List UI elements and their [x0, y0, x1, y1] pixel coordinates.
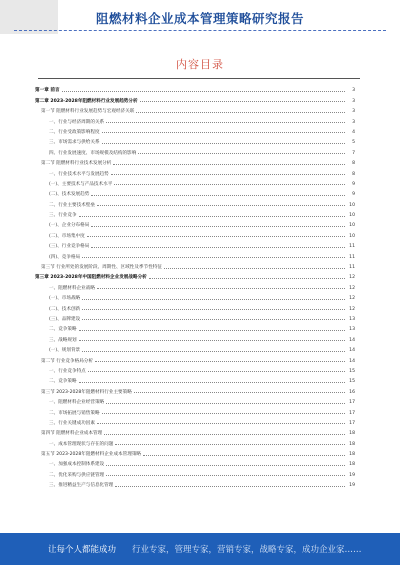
toc-entry-page: 9 [346, 182, 355, 187]
toc-entry-page: 11 [346, 265, 355, 270]
toc-leader-dots [91, 247, 345, 248]
toc-leader-dots [82, 319, 345, 320]
toc-leader-dots [113, 164, 345, 165]
toc-entry-page: 15 [346, 379, 355, 384]
toc-entry-label: 二、行业主要技术壁垒 [35, 202, 96, 208]
toc-entry-label: (一)、市场战略 [35, 295, 81, 301]
toc-entry-page: 11 [346, 255, 355, 260]
toc-entry-label: (四)、竞争格局 [35, 254, 81, 260]
toc-entry-label: 第四节 阻燃材料企业成本管理 [35, 430, 103, 436]
table-of-contents [35, 83, 355, 488]
toc-entry-page: 18 [346, 462, 355, 467]
toc-entry[interactable] [35, 467, 355, 477]
toc-entry-label: 二、行业受政策影响程度 [35, 129, 101, 135]
toc-entry[interactable] [35, 104, 355, 114]
toc-entry[interactable] [35, 114, 355, 124]
toc-leader-dots [97, 288, 345, 289]
toc-entry[interactable] [35, 291, 355, 301]
toc-entry-page: 3 [346, 99, 355, 104]
toc-entry[interactable] [35, 197, 355, 207]
toc-entry[interactable] [35, 426, 355, 436]
toc-heading: 内容目录 [176, 58, 224, 71]
toc-entry[interactable] [35, 457, 355, 467]
toc-leader-dots [136, 112, 345, 113]
toc-entry-label: 三、战略规划 [35, 337, 78, 343]
toc-entry-label: 一、行业与经济周期的关系 [35, 119, 105, 125]
toc-entry[interactable] [35, 353, 355, 363]
toc-leader-dots [115, 486, 345, 487]
toc-entry[interactable] [35, 280, 355, 290]
toc-entry-page: 10 [346, 234, 355, 239]
toc-leader-dots [82, 351, 345, 352]
toc-leader-dots [82, 299, 345, 300]
footer-tagline: 行业专家，管理专家，营销专家，战略专家，成功企业家…… [132, 545, 362, 555]
toc-entry-label: 第一节 阻燃材料行业发展趋势与宏观经济关联 [35, 108, 135, 114]
toc-entry[interactable] [35, 270, 355, 280]
toc-entry[interactable] [35, 312, 355, 322]
toc-leader-dots [149, 278, 345, 279]
toc-leader-dots [91, 226, 345, 227]
toc-entry-label: 三、市场需求与供给关系 [35, 139, 101, 145]
toc-leader-dots [143, 455, 345, 456]
toc-entry[interactable] [35, 332, 355, 342]
page-footer [0, 533, 400, 565]
toc-entry-page: 8 [346, 172, 355, 177]
toc-entry-label: 第三节 行业所处的发展阶段、周期性、区域性及季节性特征 [35, 264, 163, 270]
toc-entry-label: (一)、主要技术与产品技术水平 [35, 181, 113, 187]
toc-entry-label: 第三章 2023-2028年中国阻燃材料企业发展战略分析 [35, 275, 147, 281]
toc-entry[interactable] [35, 322, 355, 332]
toc-entry-label: 一、加强成本控制体系建设 [35, 461, 105, 467]
toc-leader-dots [134, 392, 345, 393]
toc-entry[interactable] [35, 436, 355, 446]
toc-entry-label: 第五节 2023-2028年阻燃材料企业成本管理策略 [35, 451, 142, 457]
toc-entry-label: (三)、行业竞争格局 [35, 243, 90, 249]
toc-entry[interactable] [35, 218, 355, 228]
toc-entry-page: 18 [346, 431, 355, 436]
toc-entry-label: 二、优化采购与供应链管理 [35, 472, 105, 478]
toc-entry-label: (二)、技术发展趋势 [35, 191, 90, 197]
toc-leader-dots [79, 330, 345, 331]
toc-entry-page: 18 [346, 452, 355, 457]
toc-leader-dots [106, 122, 345, 123]
toc-entry[interactable] [35, 384, 355, 394]
toc-entry-page: 19 [346, 483, 355, 488]
toc-entry[interactable] [35, 374, 355, 384]
toc-entry-page: 19 [346, 473, 355, 478]
toc-entry-label: 二、竞争策略 [35, 378, 78, 384]
toc-entry-page: 3 [346, 120, 355, 125]
toc-entry-label: 三、行业竞争 [35, 212, 78, 218]
toc-leader-dots [138, 153, 345, 154]
toc-entry-label: 三、推进精益生产与信息化管理 [35, 482, 114, 488]
toc-leader-dots [164, 268, 345, 269]
toc-entry[interactable] [35, 156, 355, 166]
toc-entry-label: 第三节 2023-2028年阻燃材料行业主要策略 [35, 389, 133, 395]
footer-brand: 让每个人都能成功 [48, 545, 117, 555]
toc-leader-dots [79, 216, 345, 217]
toc-entry[interactable] [35, 83, 355, 93]
toc-entry-page: 5 [346, 140, 355, 145]
toc-entry-page: 12 [346, 296, 355, 301]
toc-entry-label: 一、成本管理现状与存在的问题 [35, 441, 114, 447]
page-header [0, 0, 400, 34]
toc-entry[interactable] [35, 93, 355, 103]
toc-entry[interactable] [35, 228, 355, 238]
toc-entry-label: 一、行业技术水平与发展趋势 [35, 171, 110, 177]
toc-leader-dots [82, 309, 345, 310]
toc-entry[interactable] [35, 125, 355, 135]
toc-entry[interactable] [35, 135, 355, 145]
toc-entry[interactable] [35, 364, 355, 374]
toc-entry-label: (一)、企业分布格局 [35, 222, 90, 228]
toc-leader-dots [88, 371, 345, 372]
toc-entry-label: 第二章 2023-2028年阻燃材料行业发展趋势分析 [35, 98, 138, 104]
toc-entry-page: 16 [346, 390, 355, 395]
toc-leader-dots [82, 257, 345, 258]
toc-entry[interactable] [35, 447, 355, 457]
toc-entry[interactable] [35, 343, 355, 353]
toc-leader-dots [87, 236, 345, 237]
toc-entry-label: 一、阻燃材料企业经营策略 [35, 399, 105, 405]
toc-leader-dots [114, 184, 345, 185]
toc-entry-page: 10 [346, 203, 355, 208]
toc-entry[interactable] [35, 260, 355, 270]
toc-leader-dots [104, 434, 345, 435]
toc-entry-page: 3 [346, 88, 355, 93]
toc-entry[interactable] [35, 395, 355, 405]
header-rule [14, 30, 386, 31]
toc-entry-page: 9 [346, 192, 355, 197]
toc-entry-label: 三、行业关键成功因素 [35, 420, 96, 426]
toc-leader-dots [79, 340, 345, 341]
toc-entry-label: 二、竞争策略 [35, 326, 78, 332]
toc-leader-dots [140, 101, 345, 102]
toc-entry-label: 四、行业发展速度、市场规模及结构的影响 [35, 150, 137, 156]
toc-entry-label: 二、市场拓展与销售策略 [35, 410, 101, 416]
toc-entry-page: 11 [346, 244, 355, 249]
toc-entry-page: 17 [346, 400, 355, 405]
toc-entry[interactable] [35, 478, 355, 488]
toc-entry[interactable] [35, 301, 355, 311]
toc-entry-page: 15 [346, 369, 355, 374]
toc-entry-label: 一、行业竞争特点 [35, 368, 87, 374]
toc-entry[interactable] [35, 177, 355, 187]
toc-entry-page: 12 [346, 307, 355, 312]
toc-entry-page: 14 [346, 338, 355, 343]
toc-leader-dots [62, 91, 345, 92]
toc-divider [38, 78, 360, 79]
toc-leader-dots [106, 403, 345, 404]
toc-leader-dots [97, 205, 345, 206]
toc-leader-dots [106, 465, 345, 466]
report-title: 阻燃材料企业成本管理策略研究报告 [95, 11, 304, 26]
toc-entry-page: 18 [346, 442, 355, 447]
toc-entry-page: 13 [346, 317, 355, 322]
toc-entry[interactable] [35, 249, 355, 259]
toc-leader-dots [91, 195, 345, 196]
toc-entry-page: 10 [346, 223, 355, 228]
toc-leader-dots [79, 382, 345, 383]
toc-entry-label: (一)、规划背景 [35, 347, 81, 353]
toc-entry-page: 7 [346, 151, 355, 156]
toc-leader-dots [102, 413, 345, 414]
toc-entry-page: 17 [346, 421, 355, 426]
toc-leader-dots [95, 361, 345, 362]
toc-leader-dots [115, 444, 345, 445]
toc-entry[interactable] [35, 239, 355, 249]
toc-leader-dots [102, 132, 345, 133]
toc-entry[interactable] [35, 208, 355, 218]
toc-entry[interactable] [35, 145, 355, 155]
toc-entry-page: 17 [346, 411, 355, 416]
toc-entry-page: 12 [346, 275, 355, 280]
toc-entry-page: 3 [346, 109, 355, 114]
toc-entry-label: (三)、品牌建设 [35, 316, 81, 322]
toc-entry[interactable] [35, 166, 355, 176]
toc-entry-page: 8 [346, 161, 355, 166]
toc-entry-page: 13 [346, 327, 355, 332]
toc-entry-label: 一、阻燃材料企业战略 [35, 285, 96, 291]
toc-entry-page: 10 [346, 213, 355, 218]
toc-leader-dots [106, 475, 345, 476]
toc-entry-page: 4 [346, 130, 355, 135]
toc-entry-label: 第二节 行业竞争格局分析 [35, 358, 94, 364]
toc-entry-page: 14 [346, 359, 355, 364]
toc-entry[interactable] [35, 416, 355, 426]
toc-entry[interactable] [35, 187, 355, 197]
toc-entry[interactable] [35, 405, 355, 415]
toc-entry-label: 第一章 前言 [35, 88, 60, 94]
toc-leader-dots [97, 423, 345, 424]
toc-leader-dots [111, 174, 345, 175]
toc-entry-page: 12 [346, 286, 355, 291]
toc-leader-dots [102, 143, 345, 144]
toc-entry-label: 第二节 阻燃材料行业技术发展分析 [35, 160, 112, 166]
toc-entry-label: (二)、市场集中度 [35, 233, 86, 239]
toc-entry-label: (二)、技术创新 [35, 306, 81, 312]
toc-entry-page: 14 [346, 348, 355, 353]
